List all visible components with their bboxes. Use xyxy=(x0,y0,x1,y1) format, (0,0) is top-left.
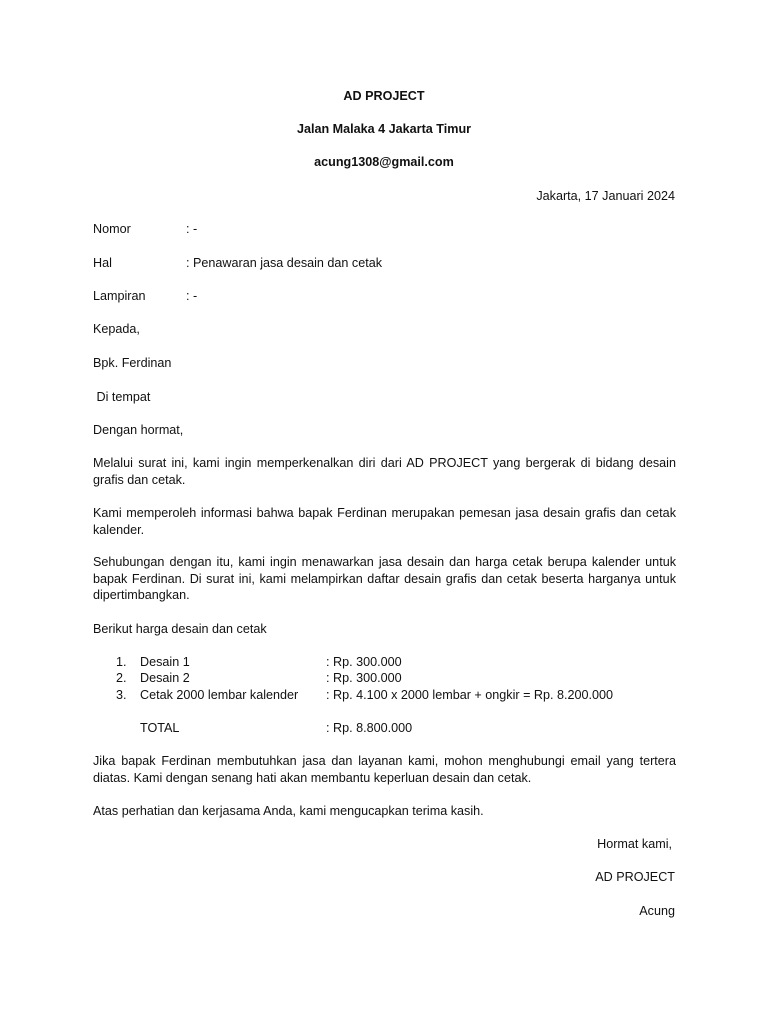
signature-name: Acung xyxy=(639,904,675,918)
price-item-price: : Rp. 4.100 x 2000 lembar + ongkir = Rp. 8.200.000 xyxy=(326,688,614,702)
letterhead-company: AD PROJECT xyxy=(343,89,425,103)
paragraph-information xyxy=(93,505,676,538)
paragraph-line: Melalui surat ini, kami ingin memperkenalkan diri dari AD PROJECT yang bergerak di bidang desain xyxy=(93,456,676,470)
recipient-place: Di tempat xyxy=(93,390,151,404)
letter-date: Jakarta, 17 Januari 2024 xyxy=(536,189,675,203)
total-label: TOTAL xyxy=(140,721,180,735)
meta-label-hal: Hal xyxy=(93,256,112,270)
paragraph-line: grafis dan cetak. xyxy=(93,472,186,487)
paragraph-line: kalender. xyxy=(93,522,145,537)
price-item-name: Desain 1 xyxy=(140,655,190,669)
price-item-number: 2. xyxy=(116,671,127,685)
price-item-number: 3. xyxy=(116,688,127,702)
meta-value-hal: : Penawaran jasa desain dan cetak xyxy=(186,256,383,270)
paragraph-line: Sehubungan dengan itu, kami ingin menawarkan jasa desain dan harga cetak berupa kalender untuk xyxy=(93,555,676,569)
paragraph-offer xyxy=(93,554,676,604)
price-intro: Berikut harga desain dan cetak xyxy=(93,622,267,636)
paragraph-line: Jika bapak Ferdinan membutuhkan jasa dan layanan kami, mohon menghubungi email yang tertera xyxy=(93,754,676,768)
meta-label-lampiran: Lampiran xyxy=(93,289,146,303)
price-item-name: Cetak 2000 lembar kalender xyxy=(140,688,299,702)
price-item-price: : Rp. 300.000 xyxy=(326,671,402,685)
paragraph-contact xyxy=(93,753,676,786)
price-item-name: Desain 2 xyxy=(140,671,190,685)
price-item-price: : Rp. 300.000 xyxy=(326,655,402,669)
paragraph-line: dipertimbangkan. xyxy=(93,588,190,602)
signature-regards: Hormat kami, xyxy=(597,837,672,851)
letterhead-address: Jalan Malaka 4 Jakarta Timur xyxy=(296,122,472,136)
paragraph-line: diatas. Kami dengan senang hati akan membantu keperluan desain dan cetak. xyxy=(93,770,532,785)
total-value: : Rp. 8.800.000 xyxy=(326,721,413,735)
meta-label-nomor: Nomor xyxy=(93,222,131,236)
meta-value-nomor: : - xyxy=(186,222,198,236)
paragraph-introduction xyxy=(93,455,676,488)
paragraph-line: Kami memperoleh informasi bahwa bapak Ferdinan merupakan pemesan jasa desain grafis dan cetak xyxy=(93,506,676,520)
signature-company: AD PROJECT xyxy=(595,870,675,884)
price-item-number: 1. xyxy=(116,655,127,669)
recipient-to: Kepada, xyxy=(93,322,140,336)
letterhead-email: acung1308@gmail.com xyxy=(314,155,454,169)
meta-value-lampiran: : - xyxy=(186,289,198,303)
paragraph-line: bapak Ferdinan. Di surat ini, kami melampirkan daftar desain grafis dan cetak beserta harganya untuk xyxy=(93,571,676,586)
paragraph-thanks: Atas perhatian dan kerjasama Anda, kami mengucapkan terima kasih. xyxy=(93,804,484,818)
recipient-name: Bpk. Ferdinan xyxy=(93,356,172,370)
salutation: Dengan hormat, xyxy=(93,423,184,437)
